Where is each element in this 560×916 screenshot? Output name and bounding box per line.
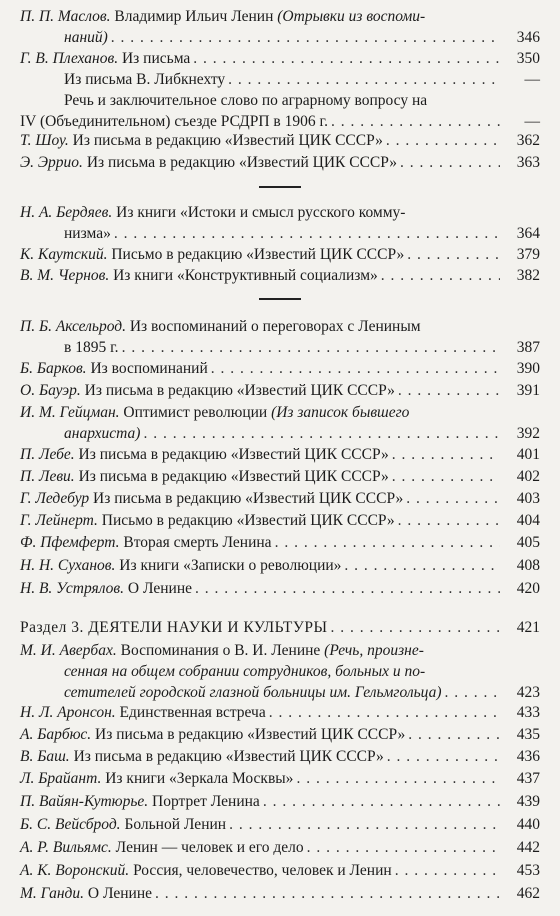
entry-page: 390 [516,360,540,377]
entry-title: Письмо в редакцию «Известий ЦИК СССР» [107,246,405,263]
entry-page: 439 [516,793,540,810]
entry-title: Из книги «Истоки и смысл русского комму- [112,204,406,221]
entry-author: Н. А. Бердяев. [20,204,113,221]
entry-title: Из письма в редакцию «Известий ЦИК СССР» [74,468,389,485]
toc-entry [20,791,540,812]
leader-dots [152,883,500,904]
entry-note: (Речь, произне- [324,642,424,659]
toc-entry [20,316,540,358]
entry-title: Из книги «Конструктивный социализм» [109,267,378,284]
entry-title: Из книги «Записки о революции» [115,557,342,574]
entry-page: 350 [516,50,540,67]
leader-dots [304,837,500,858]
entry-page: 403 [516,490,540,507]
leader-dots [272,532,500,553]
leader-dots [383,130,500,151]
entry-author: Н. Н. Суханов. [20,557,116,574]
entry-page: 423 [516,684,540,701]
section-title: Раздел 3. ДЕЯТЕЛИ НАУКИ И КУЛЬТУРЫ [20,619,328,636]
entry-title: Воспоминания о В. И. Ленине [116,642,325,659]
toc-entry [20,724,540,745]
toc-entry [20,244,540,265]
leader-dots [392,860,500,881]
leader-dots [441,682,500,703]
leader-dots [140,423,500,444]
toc-entry [20,510,540,531]
entry-title: Из письма в редакцию «Известий ЦИК СССР» [80,382,395,399]
entry-title: Из воспоминаний о переговорах с Лениным [125,318,421,335]
toc-entry [20,746,540,767]
entry-page: 435 [516,726,540,743]
entry-author: О. Бауэр. [20,382,81,399]
entry-author: В. М. Чернов. [20,267,110,284]
leader-dots [225,69,500,90]
toc-entry [20,202,540,244]
toc-entry [20,358,540,379]
toc-entry [20,130,540,151]
entry-title: Россия, человечество, человек и Ленин [129,862,392,879]
entry-title: Из письма в редакцию «Известий ЦИК СССР» [74,446,389,463]
toc-entry [20,814,540,835]
entry-page: 364 [516,225,540,242]
entry-page: 408 [516,557,540,574]
entry-author: П. П. Маслов. [20,8,111,25]
entry-title: Из письма в редакцию «Известий ЦИК СССР» [91,726,406,743]
entry-author: Б. С. Вейсброд. [20,816,121,833]
toc-entry [20,265,540,286]
entry-note: (Отрывки из воспоми- [277,8,426,25]
leader-dots [293,768,500,789]
entry-continuation: сенная на общем собрании сотрудников, больных и по- [64,663,426,680]
entry-author: Г. Ледебур [20,490,90,507]
leader-dots [395,380,500,401]
leader-dots [378,265,500,286]
toc-entry [20,883,540,904]
entry-page: 436 [516,748,540,765]
leader-dots [327,617,500,638]
entry-page: 433 [516,704,540,721]
entry-title: Речь и заключительное слово по аграрному вопросу на [64,92,428,109]
leader-dots [404,244,500,265]
leader-dots [266,702,500,723]
entry-author: И. М. Гейцман. [20,404,120,421]
entry-author: П. Леви. [20,468,75,485]
toc-entry [20,860,540,881]
section-divider [259,186,301,188]
entry-title: О Ленине [124,580,192,597]
toc-subentry [20,90,540,132]
entry-page: 405 [516,534,540,551]
entry-title: Портрет Ленина [148,793,260,810]
entry-author: М. И. Авербах. [20,642,117,659]
toc-entry [20,702,540,723]
entry-author: Л. Брайант. [20,770,102,787]
entry-page: — [524,113,540,130]
toc-subentry [64,69,540,90]
toc-entry [20,837,540,858]
entry-page: 437 [516,770,540,787]
entry-title: Из письма [118,50,191,67]
toc-entry [20,466,540,487]
entry-author: П. Вайян-Кутюрье. [20,793,149,810]
entry-author: Ф. Пфемферт. [20,534,120,551]
toc-entry [20,402,540,444]
leader-dots [260,791,500,812]
leader-dots [192,578,500,599]
entry-author: В. Баш. [20,748,70,765]
entry-continuation: сетителей городской глазной больницы им. Гельмгольца) [64,684,442,701]
entry-continuation: анархиста) [64,425,141,442]
leader-dots [111,223,500,244]
entry-title: Владимир Ильич Ленин [110,8,278,25]
entry-page: 421 [516,619,540,636]
entry-page: 440 [516,816,540,833]
leader-dots [397,152,500,173]
entry-author: Г. Лейнерт. [20,512,98,529]
entry-title: Письмо в редакцию «Известий ЦИК СССР» [97,512,395,529]
entry-title: Из письма в редакцию «Известий ЦИК СССР» [89,490,404,507]
toc-entry [20,488,540,509]
toc-entry [20,152,540,173]
leader-dots [384,746,500,767]
entry-page: 462 [516,885,540,902]
entry-author: М. Ганди. [20,885,84,902]
toc-entry [20,444,540,465]
entry-title: Из воспоминаний [86,360,208,377]
entry-author: К. Каутский. [20,246,108,263]
toc-entry [20,640,540,703]
leader-dots [389,466,500,487]
entry-page: 401 [516,446,540,463]
entry-author: Т. Шоу. [20,132,69,149]
entry-title: Из письма в редакцию «Известий ЦИК СССР» [68,132,383,149]
entry-author: Б. Барков. [20,360,87,377]
section-heading [20,617,540,638]
entry-title: О Ленине [84,885,152,902]
entry-page: 363 [516,154,540,171]
entry-note: (Из записок бывшего [271,404,410,421]
entry-page: 420 [516,580,540,597]
entry-continuation: наний) [64,29,108,46]
entry-page: 442 [516,839,540,856]
entry-continuation: низма» [64,225,111,242]
entry-title: Из письма в редакцию «Известий ЦИК СССР» [82,154,398,171]
entry-continuation: IV (Объединительном) съезде РСДРП в 1906 г. [20,113,328,130]
entry-page: 362 [516,132,540,149]
toc-entry [20,768,540,789]
entry-page: 453 [516,862,540,879]
leader-dots [405,724,500,745]
entry-title: Ленин — человек и его дело [111,839,304,856]
leader-dots [389,444,500,465]
leader-dots [226,814,500,835]
entry-title: Оптимист революции [119,404,272,421]
entry-continuation: в 1895 г. [64,339,119,356]
leader-dots [328,111,500,132]
leader-dots [395,510,500,531]
entry-title: Единственная встреча [115,704,266,721]
entry-page: 391 [516,382,540,399]
entry-author: Н. В. Устрялов. [20,580,124,597]
entry-author: Н. Л. Аронсон. [20,704,116,721]
entry-title: Из письма В. Либкнехту [64,71,226,88]
section-divider [259,298,301,300]
entry-author: П. Лебе. [20,446,75,463]
toc-entry [20,555,540,576]
entry-page: — [524,71,540,88]
entry-page: 402 [516,468,540,485]
entry-author: А. К. Воронский. [20,862,130,879]
leader-dots [403,488,500,509]
leader-dots [341,555,500,576]
toc-entry [20,578,540,599]
leader-dots [119,337,500,358]
entry-title: Из книги «Зеркала Москвы» [101,770,294,787]
entry-author: Г. В. Плеханов. [20,50,119,67]
leader-dots [208,358,500,379]
entry-page: 379 [516,246,540,263]
leader-dots [190,48,500,69]
entry-author: Э. Эррио. [20,154,83,171]
leader-dots [108,27,500,48]
entry-page: 404 [516,512,540,529]
entry-page: 382 [516,267,540,284]
entry-author: П. Б. Аксельрод. [20,318,126,335]
toc-entry [20,380,540,401]
entry-title: Больной Ленин [120,816,227,833]
entry-author: А. Р. Вильямс. [20,839,112,856]
entry-title: Вторая смерть Ленина [119,534,272,551]
entry-author: А. Барбюс. [20,726,92,743]
entry-title: Из письма в редакцию «Известий ЦИК СССР» [69,748,384,765]
toc-entry [20,6,540,48]
toc-entry [20,48,540,69]
toc-entry [20,532,540,553]
entry-page: 392 [516,425,540,442]
entry-page: 346 [516,29,540,46]
entry-page: 387 [516,339,540,356]
